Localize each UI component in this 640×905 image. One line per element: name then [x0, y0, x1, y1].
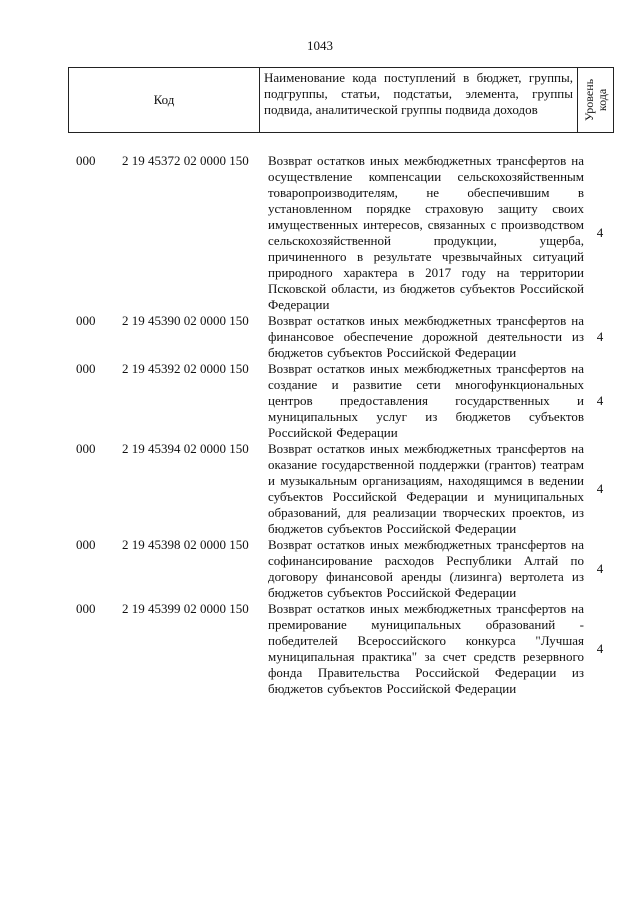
- row-code: 2 19 45392 02 0000 150: [122, 361, 249, 376]
- row-prefix: 000: [76, 441, 96, 456]
- header-code: Код: [69, 68, 260, 132]
- row-code: 2 19 45372 02 0000 150: [122, 153, 249, 168]
- row-level: 4: [596, 329, 604, 344]
- table-row: [0, 601, 640, 697]
- row-prefix: 000: [76, 361, 96, 376]
- page-number: 1043: [307, 38, 333, 53]
- row-code: 2 19 45399 02 0000 150: [122, 601, 249, 616]
- row-prefix: 000: [76, 537, 96, 552]
- row-prefix: 000: [76, 153, 96, 168]
- header-level: Уровень кода: [581, 78, 609, 122]
- row-level: 4: [596, 393, 604, 408]
- row-level: 4: [596, 641, 604, 656]
- table-row: [0, 153, 640, 313]
- table-row: [0, 537, 640, 601]
- row-code: 2 19 45394 02 0000 150: [122, 441, 249, 456]
- row-prefix: 000: [76, 313, 96, 328]
- row-code: 2 19 45398 02 0000 150: [122, 537, 249, 552]
- row-level: 4: [596, 561, 604, 576]
- row-name: Возврат остатков иных межбюджетных трансфертов на осуществление компенсации сельскохозяйственным товаропроизводителям, не обеспечившим в установленном порядке страховую защиту своих имущественных интересов, связанных с производством сельскохозяйственной продукции, ущерба, причиненного в результате чрезвычайных ситуаций природного характера в 2017 году на территории Псковской области, из бюджетов субъектов Российской Федерации: [268, 153, 584, 312]
- row-prefix: 000: [76, 601, 96, 616]
- row-name: Возврат остатков иных межбюджетных трансфертов на оказание государственной поддержки (грантов) театрам и музыкальным организациям, находящимся в ведении субъектов Российской Федерации и муниципальных образований, для реализации творческих проектов, из бюджетов субъектов Российской Федерации: [268, 441, 584, 536]
- row-name: Возврат остатков иных межбюджетных трансфертов на финансовое обеспечение дорожной деятельности из бюджетов субъектов Российской Федерации: [268, 313, 584, 360]
- table-row: [0, 361, 640, 441]
- header-level-cell: [578, 68, 613, 132]
- table-row: [0, 441, 640, 537]
- row-level: 4: [596, 225, 604, 240]
- table-header: [68, 67, 614, 133]
- table-row: [0, 313, 640, 361]
- table-body: [0, 153, 640, 697]
- row-code: 2 19 45390 02 0000 150: [122, 313, 249, 328]
- row-level: 4: [596, 481, 604, 496]
- row-name: Возврат остатков иных межбюджетных трансфертов на создание и развитие сети многофункциональных центров предоставления государственных и муниципальных услуг из бюджетов субъектов Российской Федерации: [268, 361, 584, 440]
- row-name: Возврат остатков иных межбюджетных трансфертов на софинансирование расходов Республики Алтай по договору финансовой аренды (лизинга) вертолета из бюджетов субъектов Российской Федерации: [268, 537, 584, 600]
- row-name: Возврат остатков иных межбюджетных трансфертов на премирование муниципальных образований - победителей Всероссийского конкурса "Лучшая муниципальная практика" за счет средств резервного фонда Правительства Российской Федерации из бюджетов субъектов Российской Федерации: [268, 601, 584, 696]
- header-name: Наименование кода поступлений в бюджет, группы, подгруппы, статьи, подстатьи, элемента, группы подвида, аналитической группы подвида доходов: [260, 68, 578, 132]
